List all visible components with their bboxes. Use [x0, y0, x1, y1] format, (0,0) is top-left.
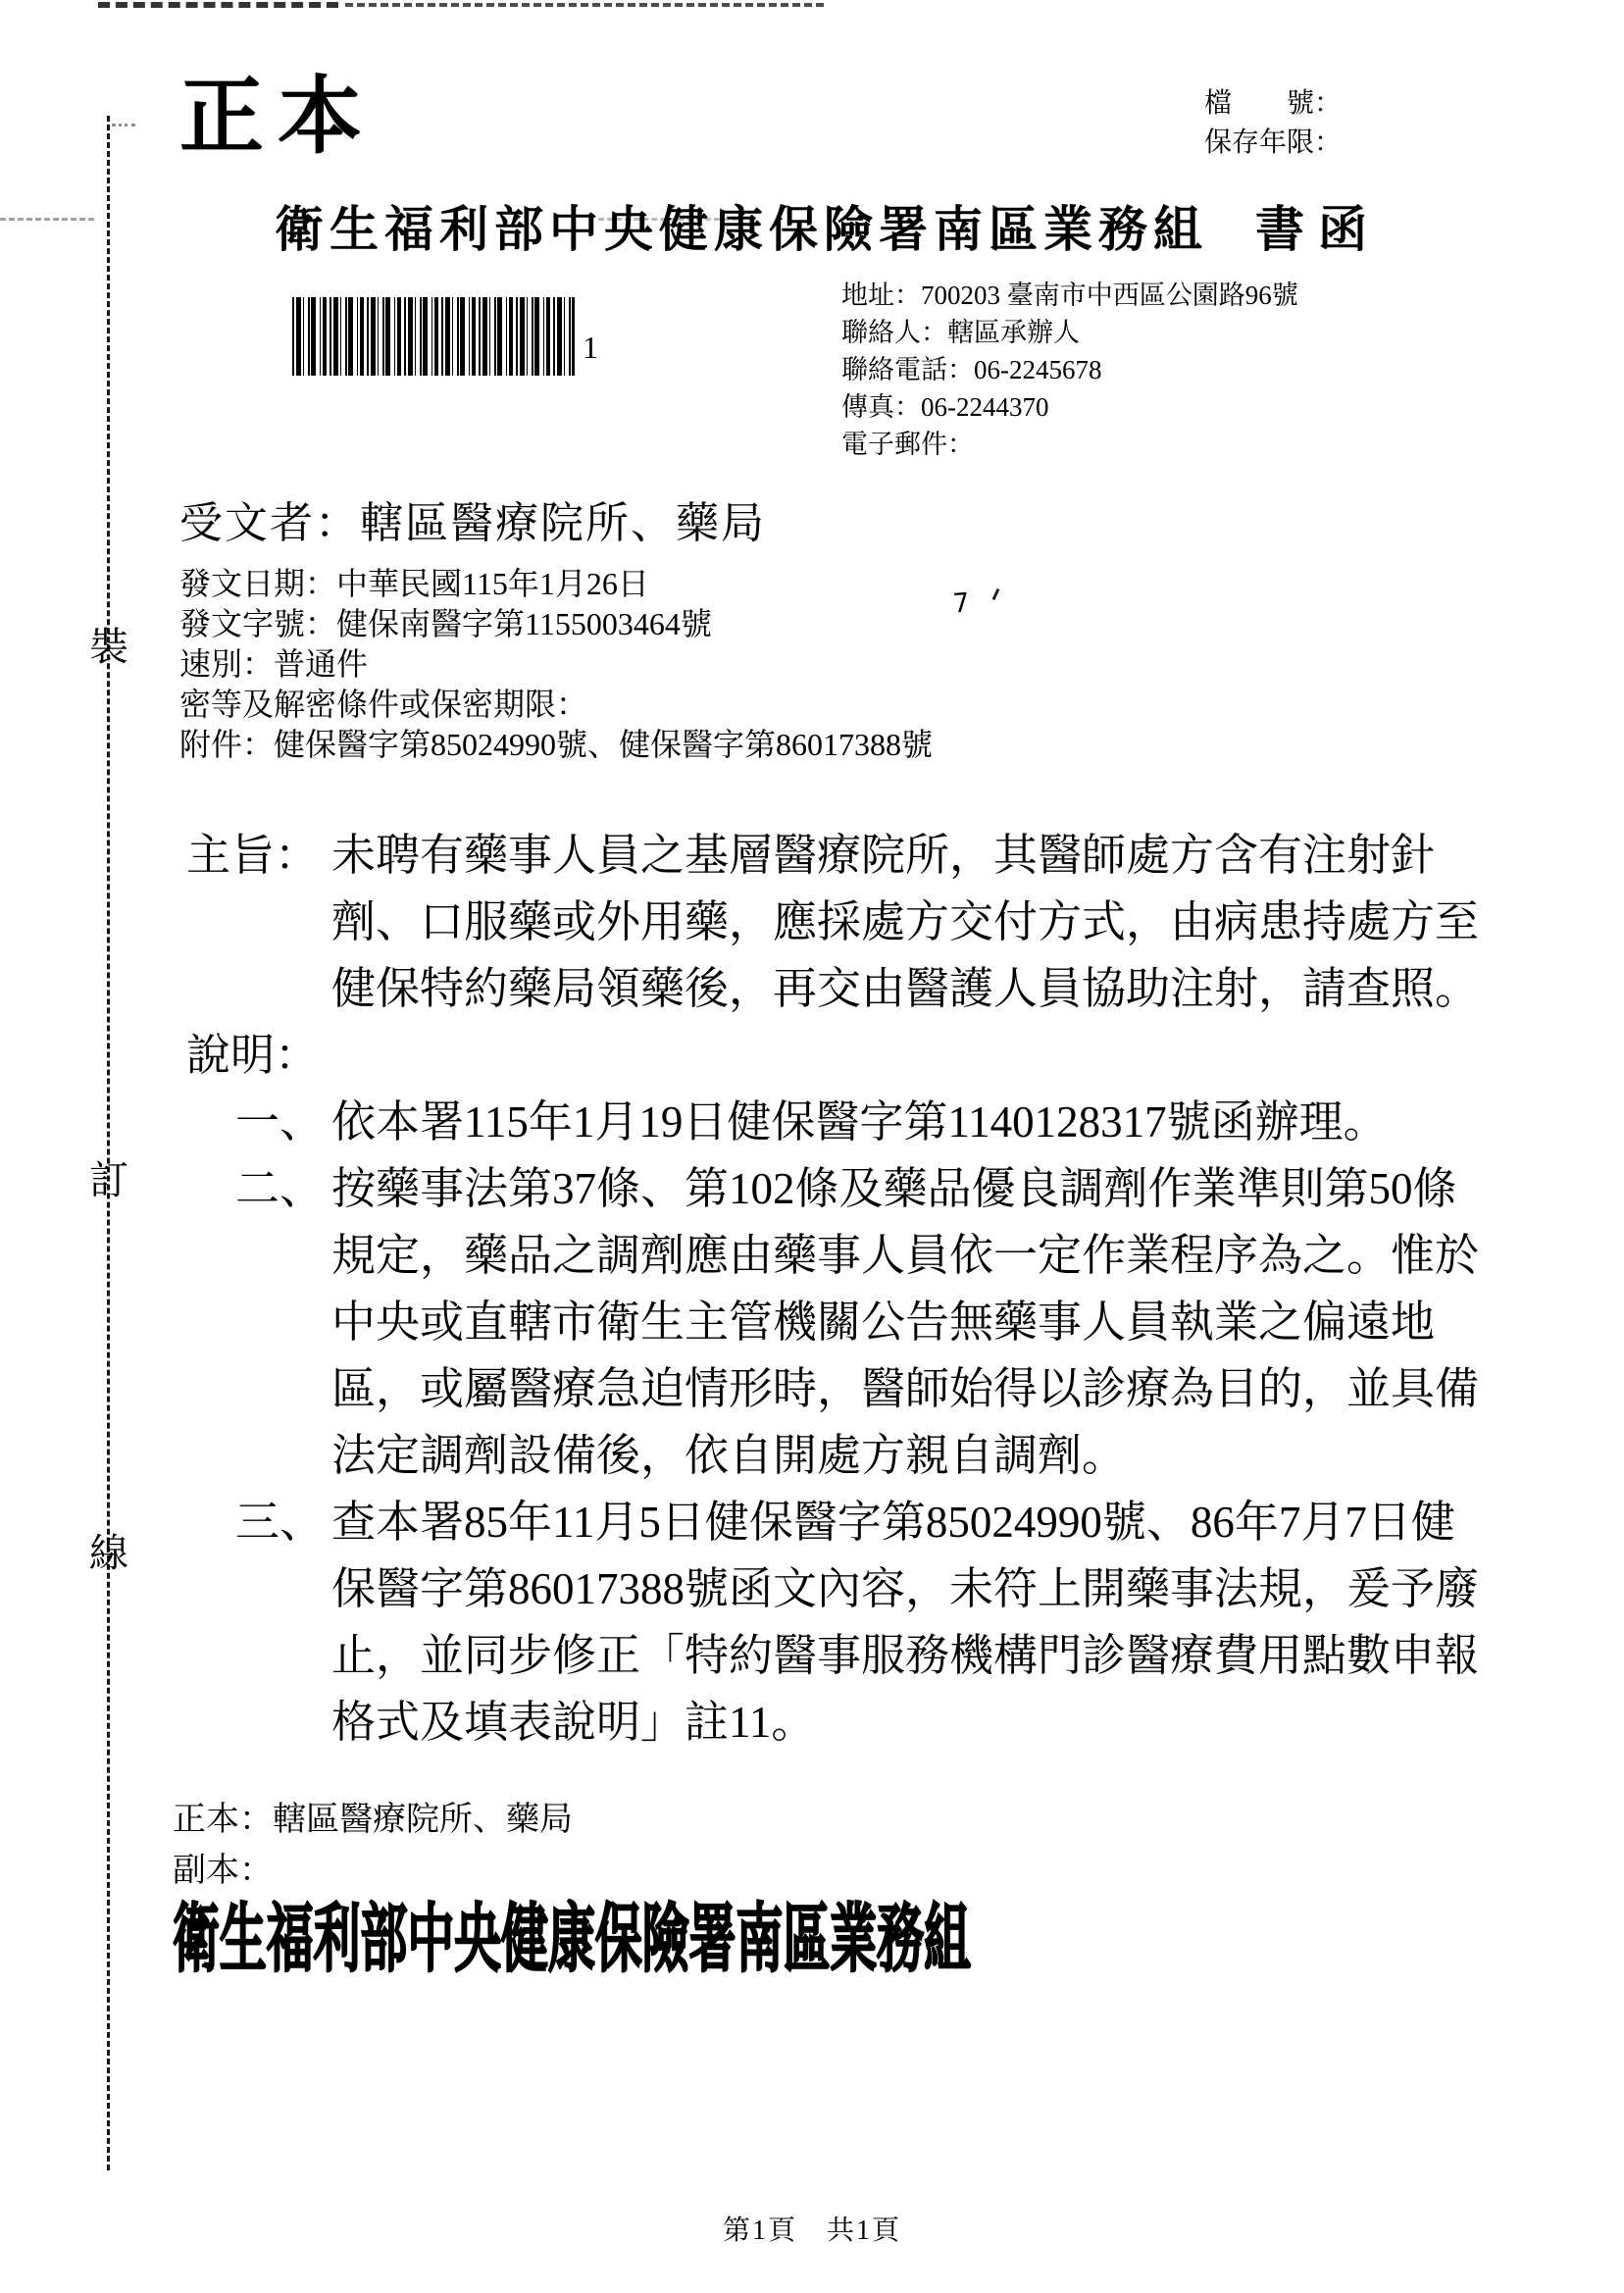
contact-address: 地址：700203 臺南市中西區公園路96號	[841, 280, 1298, 310]
item-line: 中央或直轄市衛生主管機關公告無藥事人員執業之偏遠地	[331, 1298, 1436, 1347]
subject-label: 主旨：	[186, 831, 320, 880]
contact-block	[841, 277, 1298, 463]
item-number: 二、	[235, 1164, 325, 1213]
distribution-original: 正本：轄區醫療院所、藥局	[173, 1802, 573, 1838]
meta-issue-date: 發文日期：中華民國115年1月26日	[179, 566, 649, 601]
item-number: 一、	[235, 1097, 325, 1146]
binding-mark-ding: 訂	[89, 1158, 128, 1202]
item-line: 止，並同步修正「特約醫事服務機構門診醫療費用點數申報	[331, 1631, 1480, 1680]
item-line: 法定調劑設備後，依自開處方親自調劑。	[331, 1431, 1127, 1480]
document-title	[275, 190, 1381, 261]
subject-line: 劑、口服藥或外用藥，應採處方交付方式，由病患持處方至	[331, 897, 1480, 946]
scan-artifact-fold-left	[0, 218, 94, 221]
binding-dashed-rule	[107, 116, 110, 2170]
item-line: 區，或屬醫療急迫情形時，醫師始得以診療為目的，並具備	[331, 1364, 1480, 1413]
subject-line: 健保特約藥局領藥後，再交由醫護人員協助注射，請查照。	[331, 964, 1480, 1013]
recipient-line: 受文者：轄區醫療院所、藥局	[179, 499, 766, 547]
org-title: 衛生福利部中央健康保險署南區業務組	[275, 202, 1208, 257]
item-line: 格式及填表說明」註11。	[331, 1698, 816, 1747]
item-lines	[331, 1489, 1479, 1756]
item-lines	[331, 1089, 1471, 1155]
file-number-block	[1204, 84, 1342, 163]
retention-label: 保存年限：	[1204, 127, 1343, 158]
barcode-digit: 1	[583, 330, 598, 365]
scan-artifact-top-left	[98, 2, 338, 8]
handwritten-mark: 7	[951, 587, 971, 620]
item-lines	[331, 1155, 1479, 1489]
agency-stamp: 衛生福利部中央健康保險署南區業務組	[173, 1899, 971, 1981]
item-line: 保醫字第86017388號函文內容，未符上開藥事法規，爰予廢	[331, 1564, 1480, 1613]
contact-phone: 聯絡電話：06-2245678	[841, 355, 1102, 384]
item-line: 查本署85年11月5日健保醫字第85024990號、86年7月7日健	[331, 1498, 1455, 1547]
page-number-footer: 第1頁 共1頁	[722, 2216, 901, 2246]
binding-mark-zhuang: 裝	[89, 625, 128, 669]
scan-artifact-top-right	[345, 3, 824, 7]
meta-block	[179, 564, 933, 765]
explanation-item-2	[186, 1155, 1480, 1489]
contact-person: 聯絡人：轄區承辦人	[841, 318, 1080, 347]
letter-body	[186, 822, 1480, 1756]
meta-priority: 速別：普通件	[179, 646, 369, 682]
barcode	[292, 297, 575, 376]
binding-mark-xian: 線	[89, 1531, 128, 1575]
meta-attachments: 附件：健保醫字第85024990號、健保醫字第86017388號	[179, 727, 934, 762]
subject-line: 未聘有藥事人員之基層醫療院所，其醫師處方含有注射針	[331, 831, 1436, 880]
contact-email: 電子郵件：	[841, 430, 974, 459]
item-line: 依本署115年1月19日健保醫字第1140128317號函辦理。	[331, 1097, 1388, 1146]
scan-artifact-dots	[112, 124, 135, 127]
subject-paragraph	[186, 822, 1480, 1022]
explanation-item-1	[186, 1089, 1471, 1155]
item-line: 規定，藥品之調劑應由藥事人員依一定作業程序為之。惟於	[331, 1231, 1480, 1280]
item-number: 三、	[235, 1498, 325, 1547]
explanation-item-3	[186, 1489, 1480, 1756]
explanation-label: 說明：	[186, 1031, 320, 1080]
doc-kind-label: 書函	[1255, 202, 1381, 257]
copy-type-label: 正本	[179, 70, 376, 164]
distribution-cc: 副本：	[173, 1853, 273, 1889]
item-line: 按藥事法第37條、第102條及藥品優良調劑作業準則第50條	[331, 1164, 1457, 1213]
meta-doc-number: 發文字號：健保南醫字第1155003464號	[179, 606, 712, 641]
contact-fax: 傳真：06-2244370	[841, 392, 1049, 422]
file-no-label: 檔 號：	[1204, 88, 1343, 119]
meta-security: 密等及解密條件或保密期限：	[179, 687, 588, 722]
subject-lines	[331, 822, 1479, 1022]
handwritten-tick-mark	[992, 588, 1000, 600]
